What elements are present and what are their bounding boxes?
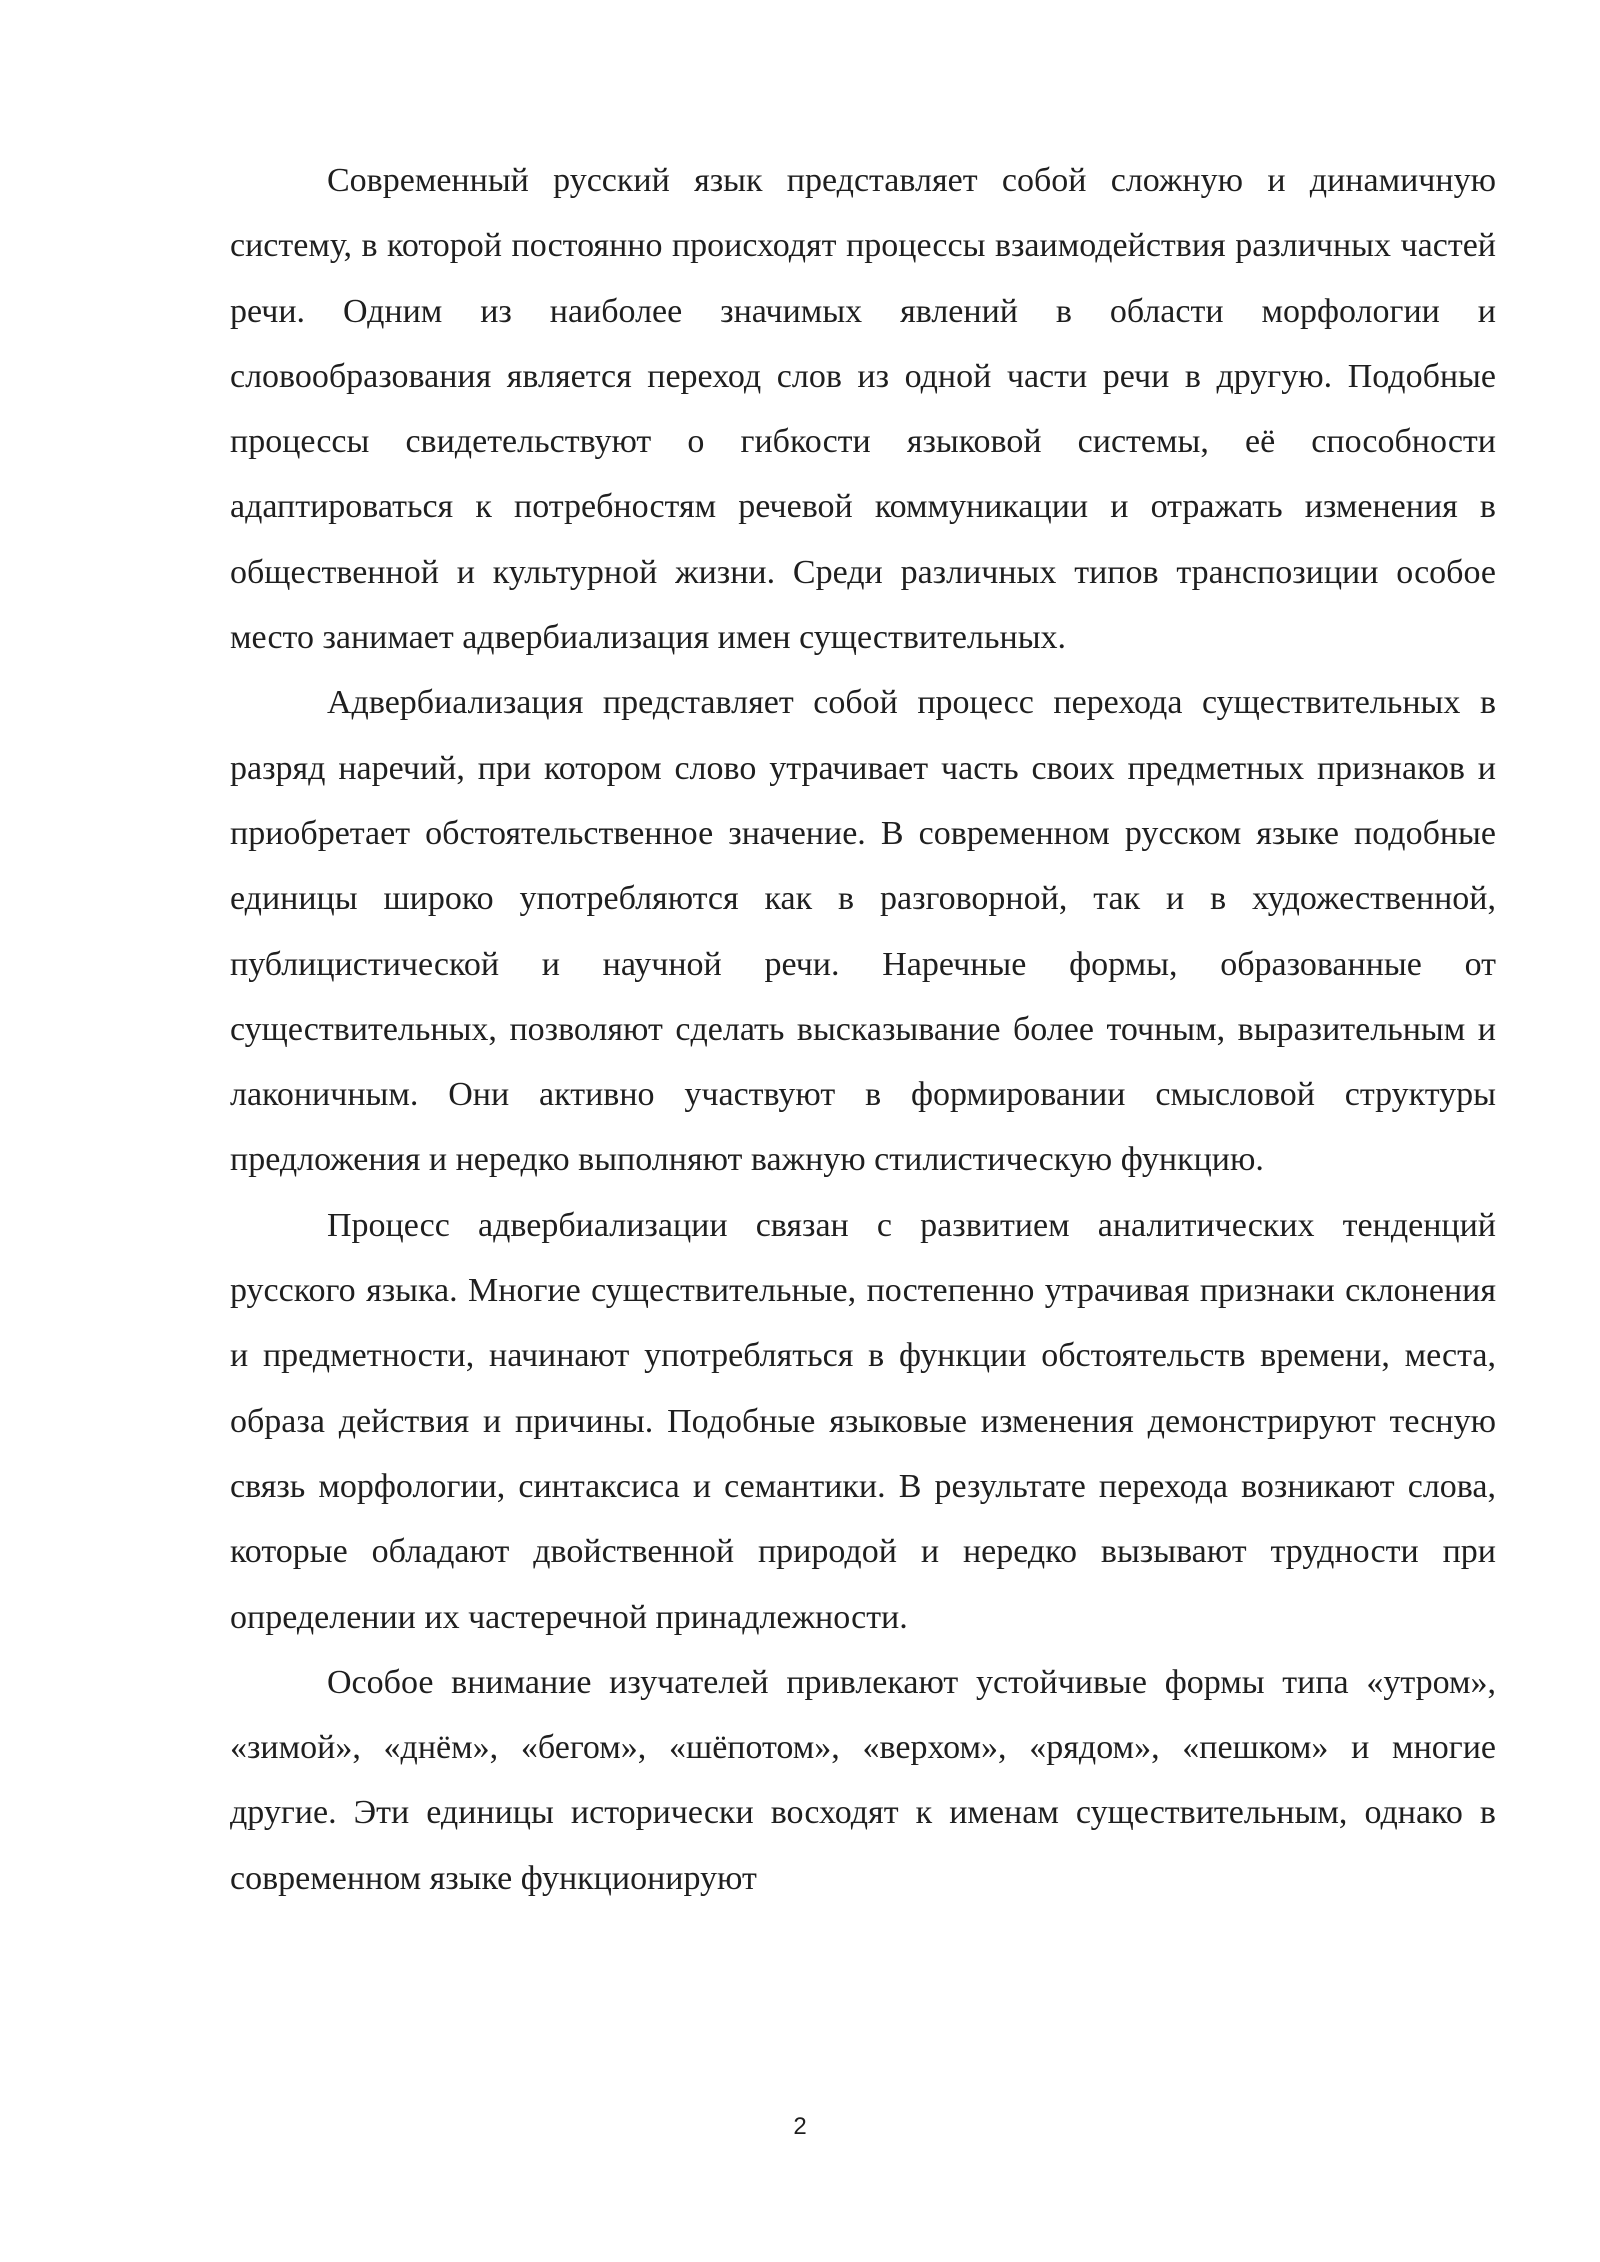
paragraph-3: Процесс адвербиализации связан с развитием аналитических тенденций русского языка. Многие существительные, постепенно утрачивая признаки склонения и предметности, начинают употребляться в функции обстоятельств времени, места, образа действия и причины. Подобные языковые изменения демонстрируют тесную связь морфологии, синтаксиса и семантики. В результате перехода возникают слова, которые обладают двойственной природой и нередко вызывают трудности при определении их частеречной принадлежности.	[230, 1206, 1496, 1636]
document-body	[230, 148, 1496, 1911]
paragraph-1: Современный русский язык представляет собой сложную и динамичную систему, в которой постоянно происходят процессы взаимодействия различных частей речи. Одним из наиболее значимых явлений в области морфологии и словообразования является переход слов из одной части речи в другую. Подобные процессы свидетельствуют о гибкости языковой системы, её способности адаптироваться к потребностям речевой коммуникации и отражать изменения в общественной и культурной жизни. Среди различных типов транспозиции особое место занимает адвербиализация имен существительных.	[230, 162, 1496, 657]
paragraph-4: Особое внимание изучателей привлекают устойчивые формы типа «утром», «зимой», «днём», «бегом», «шёпотом», «верхом», «рядом», «пешком» и многие другие. Эти единицы исторически восходят к именам существительным, однако в современном языке функционируют	[230, 1663, 1496, 1897]
paragraph-2: Адвербиализация представляет собой процесс перехода существительных в разряд наречий, при котором слово утрачивает часть своих предметных признаков и приобретает обстоятельственное значение. В современном русском языке подобные единицы широко употребляются как в разговорной, так и в художественной, публицистической и научной речи. Наречные формы, образованные от существительных, позволяют сделать высказывание более точным, выразительным и лаконичным. Они активно участвуют в формировании смысловой структуры предложения и нередко выполняют важную стилистическую функцию.	[230, 684, 1496, 1179]
page-number: 2	[793, 2113, 807, 2140]
